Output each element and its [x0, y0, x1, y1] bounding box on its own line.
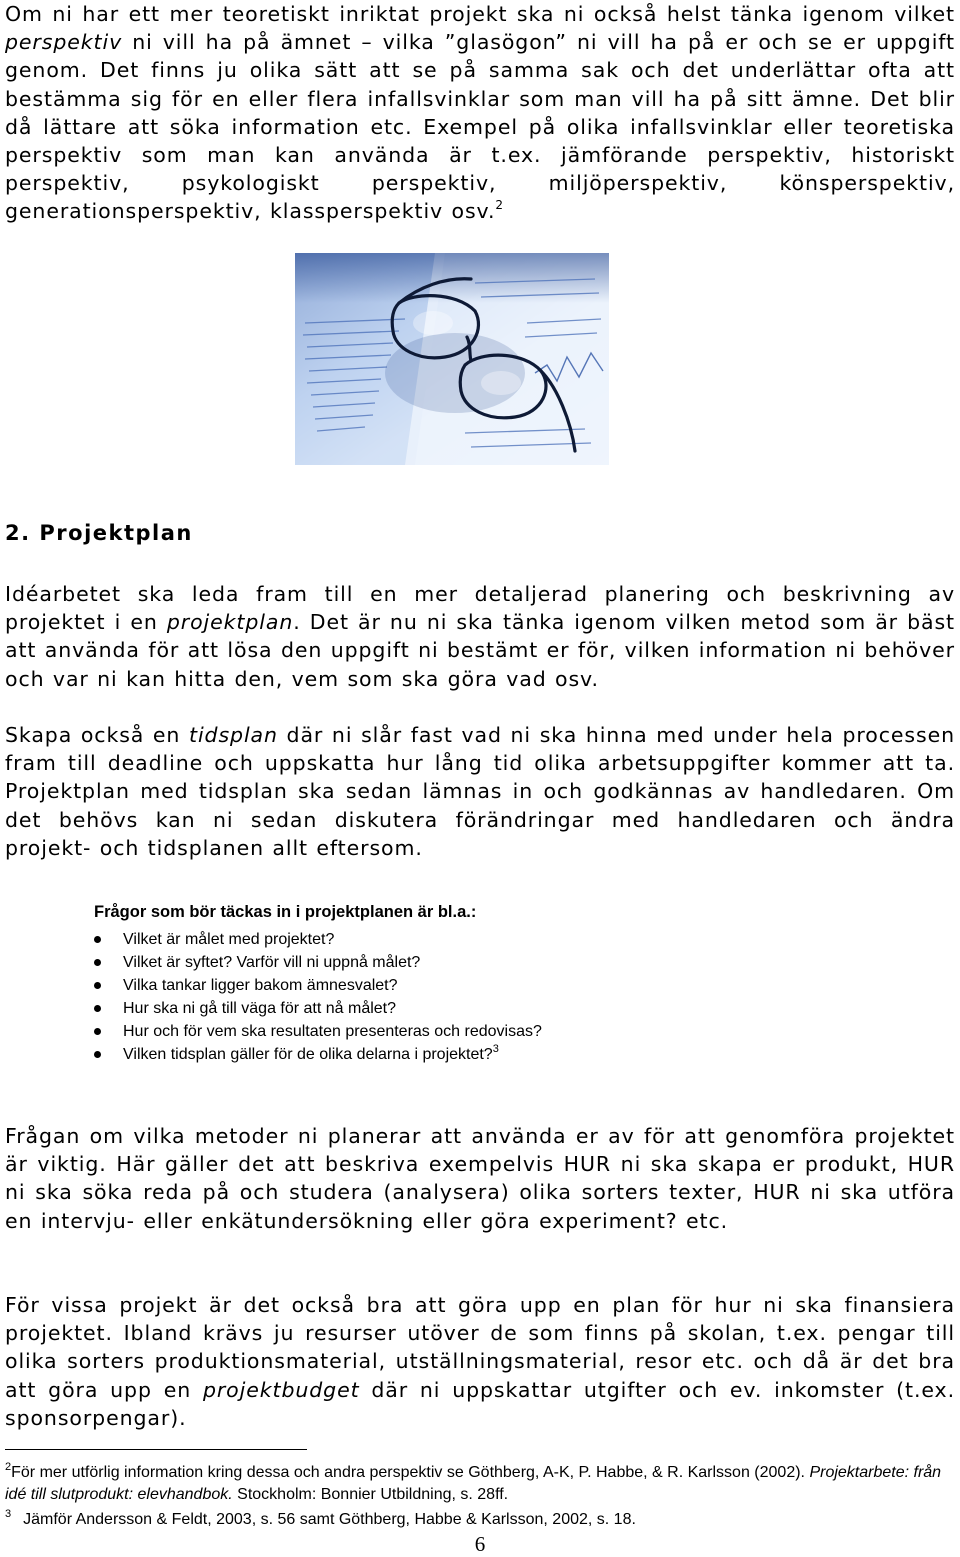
p1-text-1: Idéarbetet ska leda fram till en mer detaljerad planering och beskrivning av projektet i en: [5, 582, 955, 635]
section-heading: 2. Projektplan: [5, 521, 193, 545]
p4-text-1: För vissa projekt är det också bra att göra upp en plan för hur ni ska finansiera projektet. Ibland krävs ju resurser utöver de som finns på skolan, t.ex. pengar till olika sorters produktionsmaterial, utställningsmaterial, resor etc. och då är det bra att göra upp en: [5, 1293, 955, 1402]
footnote-ref-2[interactable]: 2: [495, 198, 504, 213]
footnote-2: [5, 1462, 955, 1505]
bullet-icon: [94, 936, 101, 943]
footnote-ref-3[interactable]: 3: [492, 1043, 499, 1055]
question-text: Vilken tidsplan gäller för de olika delarna i projektet?: [123, 1046, 493, 1063]
p1-text-2: . Det är nu ni ska tänka igenom vilken metod som är bäst att använda för att lösa den uppgift ni bestämt er för, vilken information ni behöver och var ni kan hitta den, vem som ska göra vad osv.: [5, 610, 955, 691]
list-item: [94, 997, 542, 1020]
question-text: Hur ska ni gå till väga för att nå målet?: [123, 1000, 397, 1017]
bullet-icon: [94, 1005, 101, 1012]
metoder-paragraph: Frågan om vilka metoder ni planerar att använda er av för att genomföra projektet är viktig. Här gäller det att beskriva exempelvis HUR ni ska skapa er produkt, HUR ni ska söka reda på och studera (analysera) olika sorters texter, HUR ni ska utföra en intervju- eller enkätundersökning eller göra experiment? etc.: [5, 1124, 955, 1233]
p2-emphasis: tidsplan: [189, 723, 278, 747]
list-item: [94, 928, 542, 951]
intro-text-2: ni vill ha på ämnet – vilka ”glasögon” ni vill ha på er och se er uppgift genom. Det finns ju olika sätt att se på samma sak och det underlättar ofta att bestämma sig för en eller flera infallsvinklar som man vill ha på sitt ämne. Det blir då lättare att söka information etc. Exempel på olika infallsvinklar eller teoretiska perspektiv som man kan använda är t.ex. jämförande perspektiv, historiskt perspektiv, psykologiskt perspektiv, miljöperspektiv, könsperspektiv, generationsperspektiv, klassperspektiv osv.: [5, 30, 955, 224]
p1-emphasis: projektplan: [166, 610, 294, 635]
list-item: [94, 974, 542, 997]
footnote-number: 2: [5, 1461, 12, 1473]
question-text: Vilka tankar ligger bakom ämnesvalet?: [123, 977, 398, 994]
footnote-title: Projektarbete: från idé till slutprodukt: elevhandbok.: [5, 1464, 942, 1503]
question-text: Vilket är målet med projektet?: [123, 931, 335, 948]
budget-paragraph: [5, 1291, 955, 1432]
footnote-divider: [5, 1449, 307, 1450]
p2-text-1: Skapa också en: [5, 723, 189, 747]
footnote-number: 3: [5, 1508, 12, 1520]
bullet-icon: [94, 982, 101, 989]
list-item: [94, 951, 542, 974]
tidsplan-paragraph: [5, 721, 955, 862]
question-text: Vilket är syftet? Varför vill ni uppnå målet?: [123, 954, 421, 971]
intro-paragraph: [5, 0, 955, 226]
intro-emphasis: perspektiv: [5, 30, 123, 55]
footnote-3: [5, 1509, 955, 1531]
intro-text-1: Om ni har ett mer teoretiskt inriktat projekt ska ni också helst tänka igenom vilket: [5, 2, 955, 26]
questions-heading: Frågor som bör täckas in i projektplanen är bl.a.:: [94, 903, 477, 921]
question-text: Hur och för vem ska resultaten presenteras och redovisas?: [123, 1023, 542, 1040]
p4-text-2: där ni uppskattar utgifter och ev. inkomster (t.ex. sponsorpengar).: [5, 1377, 955, 1430]
bullet-icon: [94, 1051, 101, 1058]
p2-text-2: där ni slår fast vad ni ska hinna med under hela processen fram till deadline och uppskatta hur lång tid olika arbetsuppgifter kommer att ta. Projektplan med tidsplan ska sedan lämnas in och godkännas av handledaren. Om det behövs kan ni sedan diskutera förändringar med handledaren och ändra projekt- och tidsplanen allt eftersom.: [5, 723, 955, 860]
list-item: [94, 1043, 542, 1066]
page-number: 6: [474, 1532, 486, 1556]
footnote-text-1: För mer utförlig information kring dessa och andra perspektiv se Göthberg, A-K, P. Habbe, & R. Karlsson (2002).: [11, 1464, 810, 1481]
list-item: [94, 1020, 542, 1043]
p4-emphasis: projektbudget: [202, 1377, 360, 1402]
bullet-icon: [94, 1028, 101, 1035]
questions-list: [94, 928, 542, 1066]
footnote-text-2: Stockholm: Bonnier Utbildning, s. 28ff.: [232, 1485, 509, 1503]
footnote-text: Jämför Andersson & Feldt, 2003, s. 56 samt Göthberg, Habbe & Karlsson, 2002, s. 18.: [23, 1511, 636, 1528]
glasses-photo: [295, 253, 609, 465]
projektplan-paragraph: [5, 580, 955, 693]
bullet-icon: [94, 959, 101, 966]
